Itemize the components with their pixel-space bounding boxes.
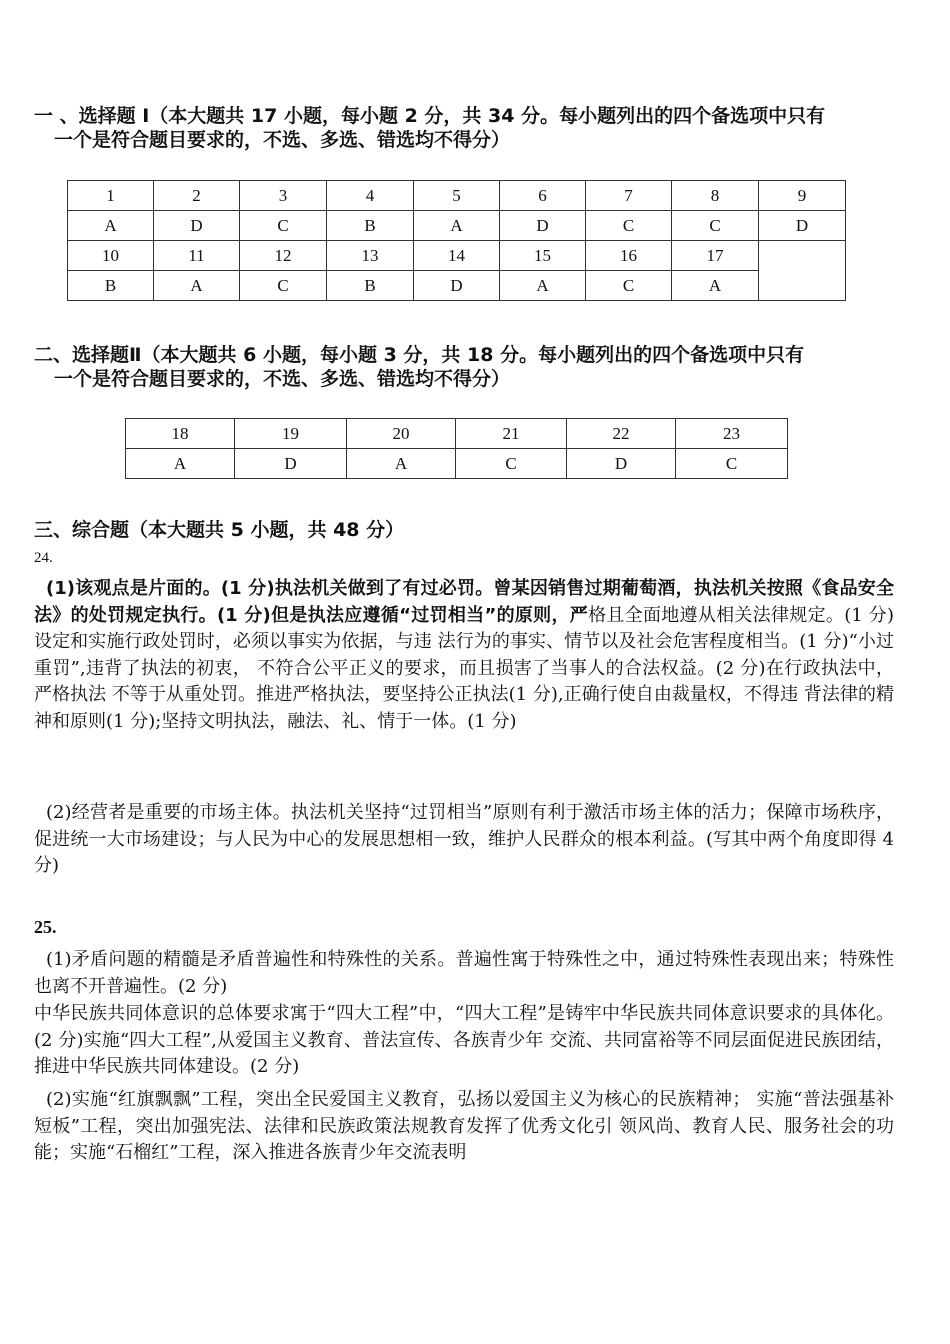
question-number: 8 — [672, 181, 759, 211]
table-row — [68, 241, 846, 271]
question-24-part1-rest: 格且全面地遵从相关法律规定。(1 分)设定和实施行政处罚时，必须以事实为依据，与违 法行为的事实、情节以及社会危害程度相当。(1 分)“小过重罚”,违背了执法的初衷， 不符合公平正义的要求，而且损害了当事人的合法权益。(2 分)在行政执法中，严格执法 不等于从重处罚。推进严格执法，要坚持公正执法(1 分),正确行使自由裁量权，不得违 背法律的精神和原则(1 分);坚持文明执法，融法、礼、情于一体。(1 分) — [34, 604, 895, 732]
question-number: 17 — [672, 241, 759, 271]
question-24-part2-text: (2)经营者是重要的市场主体。执法机关坚持“过罚相当”原则有利于激活市场主体的活力；保障市场秩序，促进统一大市场建设；与人民为中心的发展思想相一致，维护人民群众的根本利益。(写其中两个角度即得 4 分) — [34, 802, 894, 876]
question-25-part1a-text: (1)矛盾问题的精髓是矛盾普遍性和特殊性的关系。普遍性寓于特殊性之中，通过特殊性表现出来；特殊性也离不开普遍性。(2 分) — [34, 949, 894, 997]
question-number: 10 — [68, 241, 154, 271]
question-25-part1b: 中华民族共同体意识的总体要求寓于“四大工程”中，“四大工程”是铸牢中华民族共同体意识要求的具体化。(2 分)实施“四大工程”,从爱国主义教育、普法宣传、各族青少年 交流、共同富裕等不同层面促进民族团结，推进中华民族共同体建设。(2 分) — [34, 1003, 894, 1077]
answer-cell: B — [68, 271, 154, 301]
question-number: 6 — [500, 181, 586, 211]
answer-cell: D — [500, 211, 586, 241]
section1-heading-line1: 一 、选择题 Ⅰ（本大题共 17 小题，每小题 2 分，共 34 分。每小题列出的四个备选项中只有 — [34, 105, 826, 127]
empty-cell — [759, 241, 846, 301]
table-row — [126, 449, 788, 479]
question-number: 19 — [235, 419, 347, 449]
question-25-part2-text: (2)实施“红旗飘飘”工程，突出全民爱国主义教育，弘扬以爱国主义为核心的民族精神； 实施“普法强基补短板”工程，突出加强宪法、法律和民族政策法规教育发挥了优秀文化引 领风尚、教育人民、服务社会的功能；实施“石榴红”工程，深入推进各族青少年交流表明 — [34, 1089, 894, 1163]
question-25-part2 — [34, 1087, 894, 1167]
question-number: 22 — [567, 419, 676, 449]
answer-cell: A — [414, 211, 500, 241]
question-number: 16 — [586, 241, 672, 271]
answer-cell: D — [235, 449, 347, 479]
question-number: 4 — [327, 181, 414, 211]
question-number: 23 — [676, 419, 788, 449]
answer-cell: A — [347, 449, 456, 479]
table-row — [126, 419, 788, 449]
section1-heading-line2: 一个是符合题目要求的，不选、多选、错选均不得分） — [54, 129, 511, 151]
answer-cell: D — [414, 271, 500, 301]
answer-cell: C — [586, 271, 672, 301]
answer-cell: C — [240, 271, 327, 301]
question-24-part1-bold: (1)该观点是片面的。(1 分)执法机关做到了有过必罚。曾某因销售过期葡萄酒，执法机关按照《食品安全法》的处罚规定执行。(1 分)但是执法应遵循“过罚相当”的原则，严 — [34, 578, 894, 626]
answer-cell: A — [126, 449, 235, 479]
answer-cell: D — [154, 211, 240, 241]
answer-cell: C — [456, 449, 567, 479]
question-25-number: 25. — [34, 917, 57, 937]
answer-cell: A — [68, 211, 154, 241]
question-24-part2 — [34, 800, 894, 880]
answer-cell: A — [154, 271, 240, 301]
question-number: 1 — [68, 181, 154, 211]
question-number: 5 — [414, 181, 500, 211]
section2-answer-table — [125, 418, 788, 479]
answer-cell: A — [500, 271, 586, 301]
question-number: 14 — [414, 241, 500, 271]
question-number: 12 — [240, 241, 327, 271]
answer-cell: D — [759, 211, 846, 241]
section2-heading-line2: 一个是符合题目要求的，不选、多选、错选均不得分） — [54, 368, 511, 390]
question-number: 21 — [456, 419, 567, 449]
answer-cell: C — [586, 211, 672, 241]
question-number: 2 — [154, 181, 240, 211]
question-number: 18 — [126, 419, 235, 449]
answer-cell: B — [327, 211, 414, 241]
question-number: 15 — [500, 241, 586, 271]
section3-heading: 三、综合题（本大题共 5 小题，共 48 分） — [34, 519, 405, 541]
answer-cell: C — [672, 211, 759, 241]
answer-cell: A — [672, 271, 759, 301]
question-number: 13 — [327, 241, 414, 271]
question-25-part1a — [34, 947, 894, 1000]
answer-cell: C — [240, 211, 327, 241]
table-row — [68, 181, 846, 211]
table-row — [68, 271, 846, 301]
section2-heading — [34, 343, 894, 391]
question-number: 11 — [154, 241, 240, 271]
section1-answer-table — [67, 180, 846, 301]
question-24-number: 24. — [34, 550, 53, 566]
answer-cell: B — [327, 271, 414, 301]
answer-cell: C — [676, 449, 788, 479]
section1-heading — [34, 104, 894, 152]
question-number: 20 — [347, 419, 456, 449]
question-number: 7 — [586, 181, 672, 211]
section2-heading-line1: 二、选择题Ⅱ（本大题共 6 小题，每小题 3 分，共 18 分。每小题列出的四个备选项中只有 — [34, 344, 805, 366]
question-number: 3 — [240, 181, 327, 211]
question-24-part1 — [34, 576, 894, 735]
answer-cell: D — [567, 449, 676, 479]
question-number: 9 — [759, 181, 846, 211]
table-row — [68, 211, 846, 241]
